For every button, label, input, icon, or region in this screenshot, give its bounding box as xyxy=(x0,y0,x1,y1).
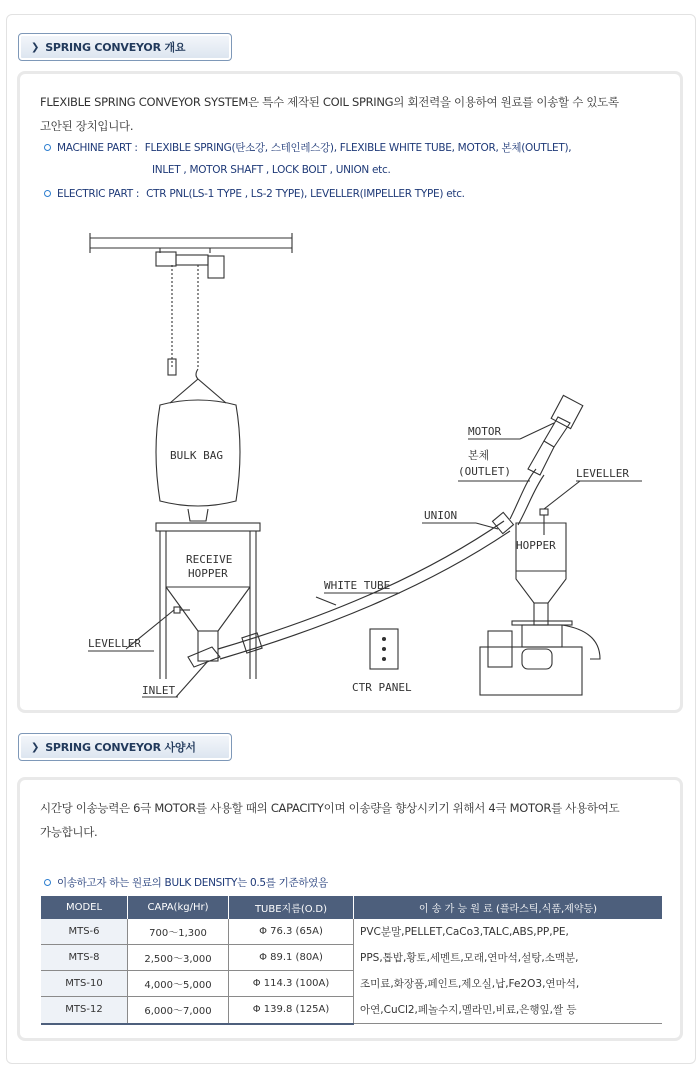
model-cell: MTS-12 xyxy=(41,997,128,1024)
diagram-label: UNION xyxy=(424,509,458,522)
section-tab-label: SPRING CONVEYOR 개요 xyxy=(45,41,186,54)
machine-part-label: MACHINE PART : xyxy=(57,142,138,154)
table-row xyxy=(41,919,662,945)
section-tab-overview xyxy=(18,33,232,61)
table-header: TUBE지름(O.D) xyxy=(229,896,354,919)
motor-assembly xyxy=(458,395,583,481)
diagram-label: (OUTLET) xyxy=(458,465,511,478)
materials-line: 아연,CuCl2,페놀수지,멜라민,비료,은행잎,쌀 등 xyxy=(360,1004,577,1016)
bulk-bag xyxy=(156,379,240,521)
model-cell: MTS-6 xyxy=(41,919,128,945)
table-header-row xyxy=(41,896,662,919)
section-tab-spec xyxy=(18,733,232,761)
tube-cell: Φ 114.3 (100A) xyxy=(229,971,354,997)
table-header: 이 송 가 능 원 료 (플라스틱,식품,제약등) xyxy=(354,896,663,919)
conveyor-diagram xyxy=(60,219,660,699)
ctr-panel xyxy=(352,629,412,694)
machine-part-row xyxy=(44,140,571,155)
diagram-label: CTR PANEL xyxy=(352,681,412,694)
intro-line: 가능합니다. xyxy=(40,825,98,839)
note-text: 이송하고자 하는 원료의 BULK DENSITY는 0.5를 기준하였음 xyxy=(57,877,328,889)
table-header: CAPA(kg/Hr) xyxy=(128,896,229,919)
model-cell: MTS-10 xyxy=(41,971,128,997)
tube-cell: Φ 89.1 (80A) xyxy=(229,945,354,971)
hopper xyxy=(480,467,642,695)
materials-line: PVC분말,PELLET,CaCo3,TALC,ABS,PP,PE, xyxy=(360,926,569,938)
electric-part-label: ELECTRIC PART : xyxy=(57,188,140,200)
diagram-label: BULK BAG xyxy=(170,449,223,462)
electric-part-row xyxy=(44,188,465,200)
materials-line: PPS,톱밥,황토,세멘트,모래,연마석,설탕,소맥분, xyxy=(360,952,579,964)
diagram-label: RECEIVE xyxy=(186,553,233,566)
circle-bullet-icon xyxy=(44,879,51,886)
overhead-rail xyxy=(90,233,292,253)
circle-bullet-icon xyxy=(44,190,51,197)
spec-table xyxy=(41,896,662,1025)
machine-part-row-2: INLET , MOTOR SHAFT , LOCK BOLT , UNION etc. xyxy=(152,164,391,176)
diagram-label: HOPPER xyxy=(516,539,556,552)
intro-line: 고안된 장치입니다. xyxy=(40,119,134,133)
bulk-density-note xyxy=(44,875,328,890)
table-header: MODEL xyxy=(41,896,128,919)
diagram-label: LEVELLER xyxy=(576,467,629,480)
inlet xyxy=(142,647,220,697)
chevron-right-icon: ❯ xyxy=(31,741,40,753)
model-cell: MTS-8 xyxy=(41,945,128,971)
section-tab-label: SPRING CONVEYOR 사양서 xyxy=(45,741,196,754)
diagram-label: MOTOR xyxy=(468,425,502,438)
electric-part-text: CTR PNL(LS-1 TYPE , LS-2 TYPE), LEVELLER(IMPELLER TYPE) etc. xyxy=(146,188,465,200)
overview-intro xyxy=(40,90,665,138)
intro-line: FLEXIBLE SPRING CONVEYOR SYSTEM은 특수 제작된 COIL SPRING의 회전력을 이용하여 원료를 이송할 수 있도록 xyxy=(40,95,619,109)
spec-intro xyxy=(40,796,665,844)
diagram-label: 본체 xyxy=(468,449,490,462)
diagram-label: LEVELLER xyxy=(88,637,141,650)
circle-bullet-icon xyxy=(44,144,51,151)
chevron-right-icon: ❯ xyxy=(31,41,40,53)
hoist xyxy=(156,252,224,379)
receive-hopper xyxy=(88,523,260,679)
materials-cell xyxy=(354,919,663,1024)
capa-cell: 4,000～5,000 xyxy=(128,971,229,997)
tube-cell: Φ 139.8 (125A) xyxy=(229,997,354,1024)
diagram-label: WHITE TUBE xyxy=(324,579,391,592)
diagram-label: HOPPER xyxy=(188,567,228,580)
overview-panel xyxy=(17,71,683,713)
capa-cell: 2,500～3,000 xyxy=(128,945,229,971)
materials-line: 조미료,화장품,페인트,제오실,납,Fe2O3,연마석, xyxy=(360,978,580,990)
intro-line: 시간당 이송능력은 6극 MOTOR를 사용할 때의 CAPACITY이며 이송량을 향상시키기 위해서 4극 MOTOR를 사용하여도 xyxy=(40,801,620,815)
diagram-label: INLET xyxy=(142,684,176,697)
machine-part-text: FLEXIBLE SPRING(탄소강, 스테인레스강), FLEXIBLE WHITE TUBE, MOTOR, 본체(OUTLET), xyxy=(144,142,572,154)
tube-cell: Φ 76.3 (65A) xyxy=(229,919,354,945)
capa-cell: 700～1,300 xyxy=(128,919,229,945)
capa-cell: 6,000～7,000 xyxy=(128,997,229,1024)
spec-panel xyxy=(17,777,683,1041)
